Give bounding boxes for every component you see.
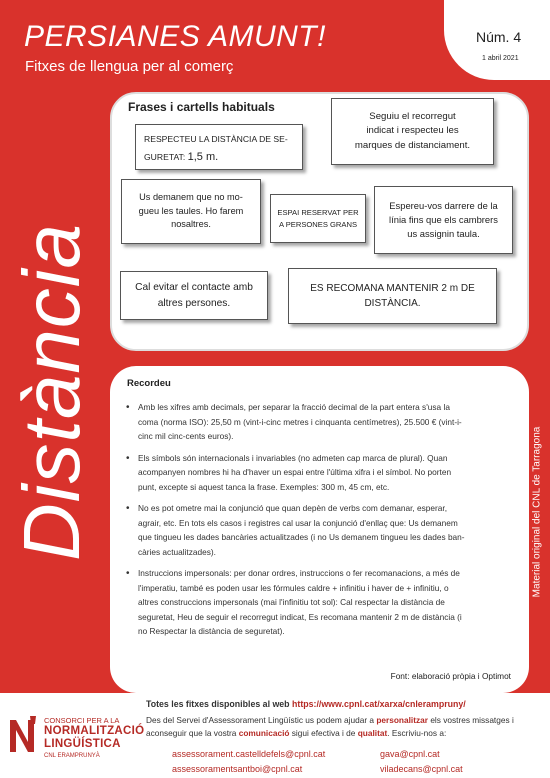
phrase-3-line-1: Us demanem que no mo- bbox=[139, 191, 243, 202]
recordeu-3-line-4: càries actualitzades). bbox=[138, 546, 216, 557]
recordeu-2-line-1: • Els símbols són internacionals i invariables (no admeten cap marca de plural). Quan bbox=[138, 452, 448, 463]
phrase-1-text-c: 1,5 m. bbox=[187, 151, 219, 164]
phrase-5-line-2: línia fins que els cambrers bbox=[389, 213, 498, 225]
phrase-3-line-3: nosaltres. bbox=[171, 219, 211, 230]
footer-text-1: Des del Servei d'Assessorament Lingüístic us podem ajudar a bbox=[146, 715, 375, 725]
footer-text bbox=[146, 714, 544, 740]
side-credit: Material original del CNL de Tarragona bbox=[531, 426, 543, 598]
phrase-7-line-1: ES RECOMANA MANTENIR 2 m DE bbox=[310, 283, 475, 294]
phrase-2-line-3: marques de distanciament. bbox=[354, 139, 471, 151]
phrase-4-line-2: A PERSONES GRANS bbox=[278, 219, 358, 229]
footer-text-2: els vostres missatges bbox=[430, 715, 510, 725]
recordeu-heading: Recordeu bbox=[127, 378, 171, 389]
recordeu-item-1 bbox=[126, 400, 518, 444]
phrase-6-line-1: Cal evitar el contacte amb bbox=[135, 282, 253, 294]
logo-line-3: LINGÜÍSTICA bbox=[44, 738, 121, 750]
recordeu-3-line-2: agrair, etc. En tots els casos i registres cal usar la conjunció d'enllaç que: Us demanem bbox=[138, 517, 458, 528]
phrase-3-line-2: gueu les taules. Ho farem bbox=[138, 205, 244, 216]
recordeu-4-line-2: l'imperatiu, també es poden usar les fórmules caldre + infinitiu i haver de + infinitiu, o bbox=[138, 582, 449, 593]
phrase-5-line-1: Espereu-vos darrere de la bbox=[389, 199, 498, 211]
email-link-santboi[interactable]: assessoramentsantboi@cpnl.cat bbox=[172, 764, 303, 774]
website-link[interactable]: https://www.cpnl.cat/xarxa/cnlerampruny/ bbox=[292, 699, 466, 709]
recordeu-4-line-5: no Respectar la distància de seguretat). bbox=[138, 626, 285, 637]
masthead-subtitle: Fitxes de llengua per al comerç bbox=[25, 58, 234, 75]
recordeu-3-line-1: • No es pot ometre mai la conjunció que quan depèn de verbs com demanar, esperar, bbox=[138, 503, 448, 514]
phrase-card-3 bbox=[121, 179, 261, 244]
recordeu-1-line-1: • Amb les xifres amb decimals, per separar la fracció decimal de la part entera s'usa la bbox=[138, 402, 450, 412]
recordeu-1-line-2: coma (norma ISO): 25,50 m (vint-i-cinc metres i cinquanta centímetres), 25.500 € (vint-i- bbox=[138, 416, 462, 427]
phrase-card-2 bbox=[331, 98, 494, 165]
masthead-title: PERSIANES AMUNT! bbox=[24, 20, 326, 53]
recordeu-4-line-1: • Instruccions impersonals: per donar ordres, instruccions o fer recomanacions, a més de bbox=[138, 568, 460, 579]
recordeu-item-3 bbox=[126, 501, 518, 559]
email-link-gava[interactable]: gava@cpnl.cat bbox=[380, 749, 440, 759]
recordeu-4-line-3: altres construccions impersonals (mai l'infinitiu tot sol): Cal respectar la distància de bbox=[138, 597, 445, 608]
recordeu-item-2 bbox=[126, 451, 518, 495]
recordeu-2-line-3: punt, excepte si aquest tanca la frase. Exemples: 300 m, 45 cm, etc. bbox=[138, 481, 390, 492]
footer-text-5: . Escriviu-nos a: bbox=[387, 727, 447, 738]
recordeu-4-line-4: seguretat, Heu de seguir el recorregut indicat, Es recomana mantenir 2 m de distància (i bbox=[138, 611, 462, 622]
source-note: Font: elaboració pròpia i Optimot bbox=[390, 671, 511, 681]
footer-bold-2: comunicació bbox=[238, 727, 290, 738]
phrase-6-line-2: altres persones. bbox=[157, 297, 231, 309]
phrase-card-7 bbox=[288, 268, 497, 324]
issue-number: Núm. 4 bbox=[476, 29, 522, 45]
logo-line-4: CNL ERAMPRUNYÀ bbox=[44, 753, 100, 759]
phrase-1-text-b: GURETAT: bbox=[144, 152, 186, 163]
issue-date: 1 abril 2021 bbox=[482, 55, 519, 62]
phrase-4-line-1: ESPAI RESERVAT PER bbox=[277, 208, 359, 218]
phrase-7-line-2: DISTÀNCIA. bbox=[364, 298, 421, 309]
phrase-card-4 bbox=[270, 194, 366, 243]
footer-text-4: sigui efectiva i de bbox=[291, 727, 356, 738]
phrase-5-line-3: us assignin taula. bbox=[407, 228, 480, 240]
logo-line-2: NORMALITZACIÓ bbox=[44, 725, 145, 737]
phrases-heading: Frases i cartells habituals bbox=[128, 100, 275, 114]
footer-bold-3: qualitat bbox=[357, 727, 388, 738]
recordeu-3-line-3: que tingueu les dades bancàries actualitzades (i no Us demanem tingueu les dades ban- bbox=[138, 532, 465, 543]
footer-bold-1: personalitzar bbox=[376, 715, 428, 725]
recordeu-list bbox=[126, 400, 518, 646]
email-link-castelldefels[interactable]: assessorament.castelldefels@cpnl.cat bbox=[172, 749, 326, 759]
phrase-1-text-a: RESPECTEU LA DISTÀNCIA DE SE- bbox=[144, 134, 288, 144]
recordeu-item-4 bbox=[126, 566, 518, 639]
cpnl-logo-icon bbox=[8, 712, 38, 758]
all-files-line bbox=[146, 699, 466, 709]
phrase-card-6 bbox=[120, 271, 268, 320]
email-link-viladecans[interactable]: viladecans@cpnl.cat bbox=[380, 764, 463, 774]
all-files-label: Totes les fitxes disponibles al web bbox=[146, 699, 290, 709]
phrase-card-1 bbox=[135, 124, 303, 170]
recordeu-1-line-3: cinc mil cinc-cents euros). bbox=[138, 431, 234, 442]
vertical-title: Distància bbox=[7, 222, 96, 562]
recordeu-2-line-2: acompanyen nombres hi ha d'haver un espai entre l'última xifra i el símbol. No porten bbox=[138, 467, 452, 478]
phrase-2-line-2: indicat i respecteu les bbox=[366, 125, 459, 137]
phrase-2-line-1: Seguiu el recorregut bbox=[369, 110, 456, 122]
logo-line-1: CONSORCI PER A LA bbox=[44, 716, 120, 725]
footer-text-3: i aconseguir que la vostra bbox=[146, 715, 514, 738]
phrase-card-5 bbox=[374, 186, 513, 254]
